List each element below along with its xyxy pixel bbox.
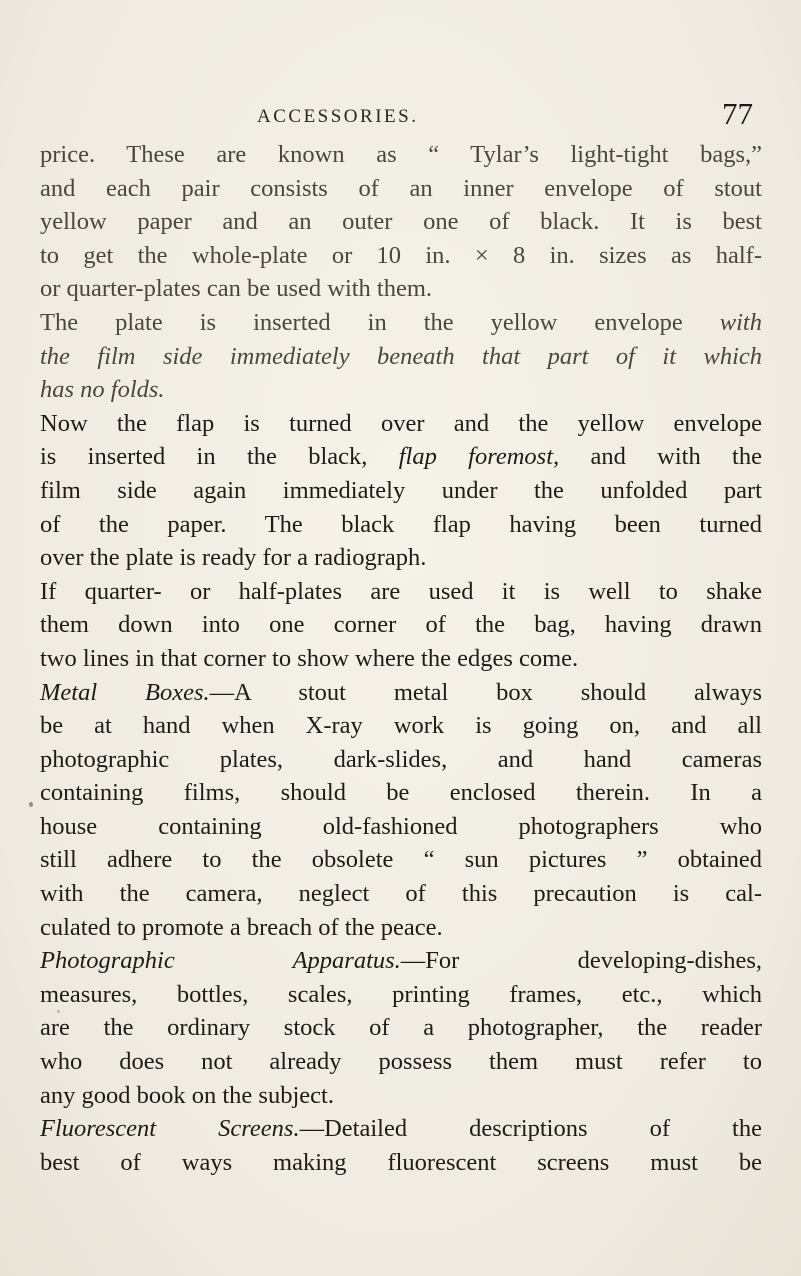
text-line <box>40 172 762 206</box>
text-run: to get the whole-plate or 10 in. × 8 in. sizes as half- <box>40 241 762 269</box>
text-line <box>40 541 762 575</box>
text-line <box>40 1045 762 1079</box>
text-line <box>40 676 762 710</box>
running-head <box>0 96 801 136</box>
text-run: and each pair consists of an inner envelope of stout <box>40 174 762 202</box>
italic-run: flap foremost, <box>398 443 560 471</box>
text-line <box>40 1112 762 1146</box>
italic-run: Metal Boxes. <box>40 678 210 706</box>
text-line <box>40 340 762 374</box>
text-run: are the ordinary stock of a photographer, the reader <box>40 1014 762 1042</box>
text-line <box>40 877 762 911</box>
text-run: Now the flap is turned over and the yellow envelope <box>40 409 762 437</box>
text-run: price. These are known as “ Tylar’s light-tight bags,” <box>40 141 762 168</box>
text-run: of the paper. The black flap having been turned <box>40 510 762 538</box>
running-title: ACCESSORIES. <box>257 106 419 127</box>
text-run: If quarter- or half-plates are used it is well to shake <box>40 577 762 605</box>
text-line <box>40 776 762 810</box>
text-line <box>40 608 762 642</box>
italic-run: with <box>719 308 762 336</box>
text-run: best of ways making fluorescent screens must be <box>40 1148 762 1176</box>
text-run: is inserted in the black, <box>40 443 399 471</box>
text-line <box>40 978 762 1012</box>
text-line <box>40 138 762 172</box>
text-line <box>40 306 762 340</box>
page-number: 77 <box>722 96 753 131</box>
text-line <box>40 709 762 743</box>
text-run: film side again immediately under the unfolded part <box>40 476 762 504</box>
text-run: over the plate is ready for a radiograph. <box>40 544 427 572</box>
text-line <box>40 205 762 239</box>
text-run: culated to promote a breach of the peace. <box>40 913 443 941</box>
italic-run: has no folds. <box>40 376 165 404</box>
text-run: yellow paper and an outer one of black. It is best <box>40 208 762 236</box>
text-line <box>40 843 762 877</box>
text-line <box>40 1079 762 1113</box>
text-line <box>40 1011 762 1045</box>
italic-run: Fluorescent Screens. <box>40 1115 300 1143</box>
text-run: or quarter-plates can be used with them. <box>40 275 433 303</box>
text-line <box>40 407 762 441</box>
text-run: —Detailed descriptions of the <box>299 1115 762 1143</box>
body-text <box>40 138 762 1179</box>
text-run: The plate is inserted in the yellow envelope <box>40 308 720 336</box>
text-run: measures, bottles, scales, printing frames, etc., which <box>40 980 762 1008</box>
text-line <box>40 810 762 844</box>
text-run: photographic plates, dark-slides, and hand cameras <box>40 745 762 773</box>
text-run: and with the <box>559 443 762 471</box>
text-line <box>40 575 762 609</box>
text-line <box>40 272 762 306</box>
text-line <box>40 440 762 474</box>
text-run: two lines in that corner to show where the edges come. <box>40 644 579 672</box>
paper-speck <box>57 1010 60 1013</box>
text-line <box>40 508 762 542</box>
text-line <box>40 642 762 676</box>
text-line <box>40 944 762 978</box>
text-run: who does not already possess them must refer to <box>40 1048 762 1076</box>
text-run: them down into one corner of the bag, having drawn <box>40 611 762 639</box>
text-run: —For developing-dishes, <box>400 947 763 975</box>
italic-run: the film side immediately beneath that part of it which <box>40 342 762 370</box>
text-run: —A stout metal box should always <box>209 678 762 706</box>
text-line <box>40 474 762 508</box>
text-line <box>40 373 762 407</box>
text-line <box>40 239 762 273</box>
text-run: any good book on the subject. <box>40 1081 334 1109</box>
text-run: containing films, should be enclosed therein. In a <box>40 779 762 807</box>
paper-speck <box>29 802 33 807</box>
text-run: with the camera, neglect of this precaution is cal- <box>40 880 762 908</box>
text-line <box>40 743 762 777</box>
text-run: house containing old-fashioned photographers who <box>40 812 762 840</box>
italic-run: Photographic Apparatus. <box>40 947 401 975</box>
text-run: be at hand when X-ray work is going on, and all <box>40 712 762 740</box>
text-line <box>40 1146 762 1180</box>
text-line <box>40 911 762 945</box>
text-run: still adhere to the obsolete “ sun pictures ” obtained <box>40 846 762 874</box>
